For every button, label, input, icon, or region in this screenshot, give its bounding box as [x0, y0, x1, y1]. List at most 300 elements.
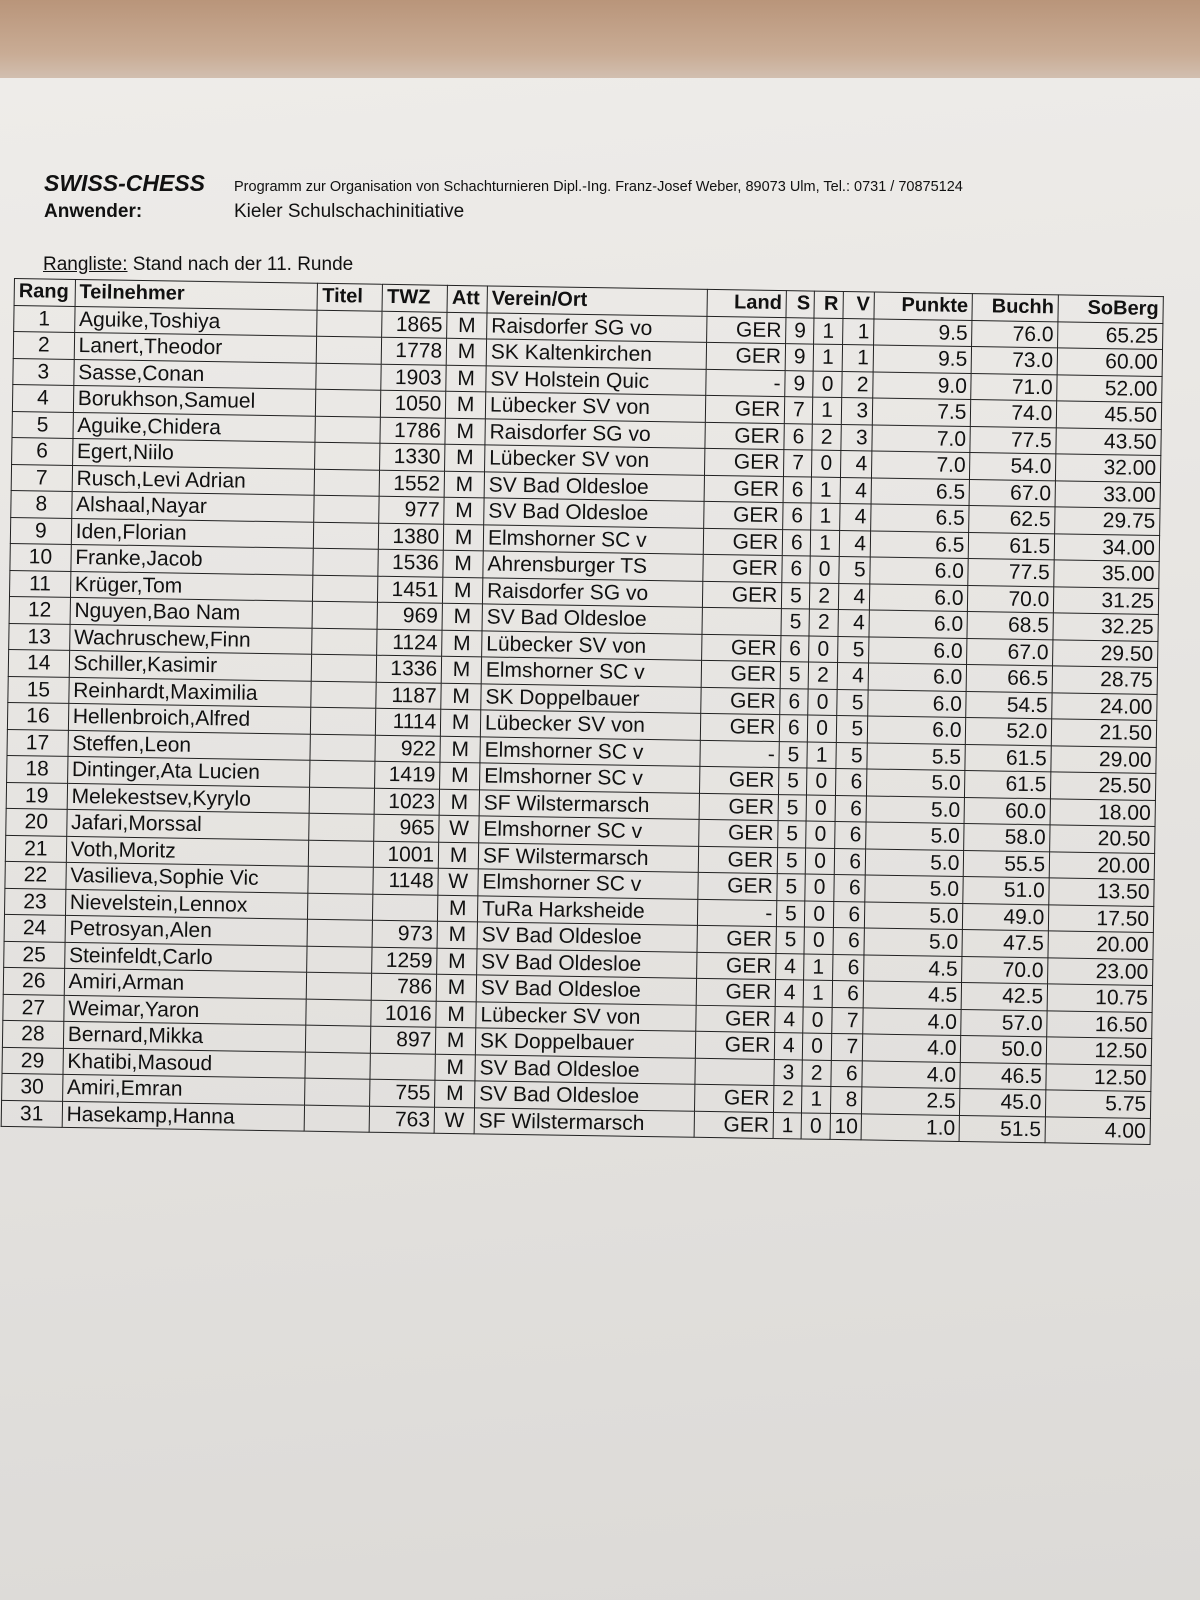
cell-title: [315, 442, 380, 470]
cell-country: GER: [701, 634, 781, 662]
cell-country: GER: [696, 978, 776, 1006]
cell-buchholz: 71.0: [971, 373, 1057, 401]
cell-buchholz: 54.0: [970, 453, 1056, 481]
cell-draws: 0: [808, 715, 837, 742]
cell-title: [308, 893, 373, 921]
cell-twz: 1903: [381, 364, 446, 392]
cell-losses: 4: [838, 609, 870, 636]
cell-title: [316, 389, 381, 417]
cell-twz: 1865: [382, 311, 447, 339]
cell-twz: 1330: [380, 443, 445, 471]
cell-points: 5.0: [865, 875, 964, 903]
cell-wins: 5: [782, 582, 811, 609]
cell-wins: 9: [786, 317, 815, 344]
cell-draws: 1: [812, 477, 841, 504]
cell-sonneborn-berger: 31.25: [1054, 586, 1159, 614]
cell-points: 4.0: [862, 1060, 961, 1088]
cell-wins: 4: [775, 1033, 804, 1060]
cell-rank: 21: [5, 835, 66, 862]
cell-wins: 5: [777, 900, 806, 927]
cell-points: 5.0: [867, 769, 966, 797]
cell-title: [307, 972, 372, 1000]
cell-draws: 1: [813, 397, 842, 424]
cell-points: 5.0: [865, 901, 964, 929]
cell-draws: 2: [810, 583, 839, 610]
cell-twz: 922: [375, 735, 440, 763]
cell-rank: 10: [10, 543, 71, 570]
cell-participant: Krüger,Tom: [70, 571, 313, 601]
cell-title: [310, 760, 375, 788]
cell-losses: 7: [831, 1007, 863, 1034]
cell-points: 6.0: [870, 583, 969, 611]
cell-losses: 7: [831, 1033, 863, 1060]
cell-title: [308, 919, 373, 947]
cell-points: 5.0: [865, 848, 964, 876]
cell-losses: 4: [839, 530, 871, 557]
column-header-club: Verein/Ort: [487, 286, 707, 316]
cell-twz: 763: [369, 1106, 434, 1134]
ranking-subtitle: [43, 254, 353, 276]
cell-points: 9.0: [873, 372, 972, 400]
cell-draws: 1: [807, 742, 836, 769]
cell-att: M: [446, 365, 486, 392]
cell-att: M: [446, 338, 486, 365]
cell-title: [312, 628, 377, 656]
column-header-losses: V: [843, 292, 875, 319]
cell-draws: 1: [802, 1086, 831, 1113]
cell-losses: 1: [842, 345, 874, 372]
cell-draws: 0: [807, 768, 836, 795]
cell-club: SV Bad Oldesloe: [477, 922, 697, 952]
cell-rank: 23: [5, 888, 66, 915]
cell-wins: 9: [785, 370, 814, 397]
cell-wins: 6: [783, 476, 812, 503]
cell-participant: Jafari,Morssal: [66, 809, 309, 839]
cell-losses: 6: [833, 901, 865, 928]
cell-rank: 3: [13, 358, 74, 385]
cell-participant: Rusch,Levi Adrian: [72, 465, 315, 495]
cell-buchholz: 73.0: [972, 347, 1058, 375]
cell-participant: Aguike,Toshiya: [74, 306, 317, 336]
cell-club: Lübecker SV von: [476, 1001, 696, 1031]
cell-sonneborn-berger: 18.00: [1050, 798, 1155, 826]
cell-rank: 14: [8, 649, 69, 676]
cell-draws: 0: [802, 1112, 831, 1139]
cell-losses: 3: [841, 398, 873, 425]
cell-buchholz: 46.5: [960, 1062, 1046, 1090]
cell-buchholz: 54.5: [966, 691, 1052, 719]
cell-title: [305, 1078, 370, 1106]
column-header-title: Titel: [317, 283, 382, 311]
cell-country: GER: [698, 819, 778, 847]
column-header-att: Att: [447, 285, 487, 312]
cell-wins: 6: [780, 715, 809, 742]
cell-losses: 6: [831, 1060, 863, 1087]
cell-att: M: [445, 418, 485, 445]
cell-losses: 1: [842, 318, 874, 345]
cell-draws: 0: [806, 848, 835, 875]
cell-rank: 17: [7, 729, 68, 756]
cell-att: M: [436, 1027, 476, 1054]
cell-wins: 6: [781, 635, 810, 662]
cell-sonneborn-berger: 12.50: [1047, 1037, 1152, 1065]
cell-club: SV Bad Oldesloe: [484, 471, 704, 501]
cell-buchholz: 57.0: [961, 1009, 1047, 1037]
cell-points: 5.0: [866, 795, 965, 823]
column-header-country: Land: [707, 289, 787, 317]
cell-sonneborn-berger: 13.50: [1049, 878, 1154, 906]
column-header-wins: S: [786, 291, 815, 318]
cell-att: M: [436, 974, 476, 1001]
cell-twz: 1148: [373, 867, 438, 895]
cell-att: M: [442, 603, 482, 630]
cell-losses: 6: [834, 874, 866, 901]
cell-participant: Steffen,Leon: [68, 730, 311, 760]
cell-participant: Nguyen,Bao Nam: [70, 597, 313, 627]
cell-country: GER: [698, 872, 778, 900]
cell-draws: 0: [807, 795, 836, 822]
cell-wins: 5: [780, 662, 809, 689]
cell-title: [306, 1025, 371, 1053]
cell-club: SV Bad Oldesloe: [475, 1054, 695, 1084]
cell-points: 6.5: [870, 530, 969, 558]
cell-rank: 11: [9, 570, 70, 597]
cell-buchholz: 61.5: [965, 744, 1051, 772]
cell-country: GER: [698, 846, 778, 874]
cell-title: [316, 363, 381, 391]
cell-country: GER: [704, 475, 784, 503]
document-header: [44, 170, 1164, 223]
cell-wins: 5: [778, 794, 807, 821]
cell-country: GER: [706, 316, 786, 344]
cell-sonneborn-berger: 52.00: [1057, 374, 1162, 402]
cell-rank: 20: [6, 808, 67, 835]
cell-losses: 6: [832, 954, 864, 981]
column-header-points: Punkte: [874, 292, 973, 320]
cell-twz: 1552: [379, 470, 444, 498]
cell-rank: 9: [10, 517, 71, 544]
cell-sonneborn-berger: 25.50: [1051, 772, 1156, 800]
cell-participant: Amiri,Emran: [62, 1074, 305, 1104]
cell-country: GER: [699, 766, 779, 794]
cell-twz: 1050: [381, 390, 446, 418]
cell-participant: Hellenbroich,Alfred: [68, 703, 311, 733]
cell-draws: 1: [814, 344, 843, 371]
cell-losses: 6: [833, 927, 865, 954]
cell-points: 7.0: [872, 451, 971, 479]
cell-rank: 7: [11, 464, 72, 491]
cell-club: SK Kaltenkirchen: [486, 339, 706, 369]
cell-losses: 5: [836, 689, 868, 716]
cell-participant: Sasse,Conan: [74, 359, 317, 389]
cell-participant: Melekestsev,Kyrylo: [67, 783, 310, 813]
cell-club: SK Doppelbauer: [475, 1028, 695, 1058]
cell-att: M: [443, 524, 483, 551]
cell-title: [309, 840, 374, 868]
cell-buchholz: 49.0: [963, 903, 1049, 931]
cell-rank: 4: [12, 384, 73, 411]
cell-club: Elmshorner SC v: [479, 816, 699, 846]
cell-club: SF Wilstermarsch: [478, 842, 698, 872]
cell-draws: 2: [809, 662, 838, 689]
cell-club: SV Bad Oldesloe: [476, 975, 696, 1005]
cell-title: [308, 866, 373, 894]
cell-participant: Hasekamp,Hanna: [62, 1101, 305, 1131]
cell-buchholz: 70.0: [968, 585, 1054, 613]
cell-wins: 9: [785, 344, 814, 371]
cell-country: -: [705, 369, 785, 397]
cell-sonneborn-berger: 65.25: [1058, 321, 1163, 349]
cell-participant: Lanert,Theodor: [74, 332, 317, 362]
cell-losses: 4: [837, 662, 869, 689]
cell-points: 5.0: [864, 928, 963, 956]
cell-wins: 4: [776, 953, 805, 980]
cell-participant: Alshaal,Nayar: [71, 491, 314, 521]
cell-title: [314, 522, 379, 550]
cell-club: Elmshorner SC v: [483, 524, 703, 554]
cell-participant: Wachruschew,Finn: [69, 624, 312, 654]
cell-losses: 3: [841, 424, 873, 451]
cell-sonneborn-berger: 5.75: [1046, 1090, 1151, 1118]
cell-twz: 1259: [372, 947, 437, 975]
cell-buchholz: 76.0: [972, 320, 1058, 348]
cell-participant: Schiller,Kasimir: [69, 650, 312, 680]
cell-participant: Khatibi,Masoud: [63, 1048, 306, 1078]
cell-twz: 1380: [379, 523, 444, 551]
cell-country: GER: [694, 1084, 774, 1112]
cell-rank: 2: [13, 332, 74, 359]
cell-points: 5.5: [867, 742, 966, 770]
cell-participant: Nievelstein,Lennox: [65, 889, 308, 919]
cell-buchholz: 52.0: [966, 718, 1052, 746]
cell-country: GER: [703, 501, 783, 529]
cell-title: [310, 734, 375, 762]
cell-wins: 5: [779, 741, 808, 768]
cell-club: Lübecker SV von: [484, 445, 704, 475]
cell-rank: 6: [12, 437, 73, 464]
cell-sonneborn-berger: 28.75: [1052, 666, 1157, 694]
column-header-rank: Rang: [14, 279, 75, 306]
ranking-table-wrapper: [1, 278, 1164, 1145]
cell-wins: 7: [785, 397, 814, 424]
cell-title: [317, 336, 382, 364]
cell-title: [305, 1052, 370, 1080]
cell-sonneborn-berger: 29.00: [1051, 745, 1156, 773]
cell-sonneborn-berger: 4.00: [1045, 1116, 1150, 1144]
cell-club: Lübecker SV von: [482, 630, 702, 660]
cell-sonneborn-berger: 12.50: [1046, 1063, 1151, 1091]
cell-sonneborn-berger: 10.75: [1047, 984, 1152, 1012]
cell-buchholz: 50.0: [961, 1035, 1047, 1063]
cell-title: [313, 548, 378, 576]
cell-wins: 1: [773, 1112, 802, 1139]
cell-sonneborn-berger: 45.50: [1057, 401, 1162, 429]
cell-rank: 30: [2, 1073, 63, 1100]
cell-twz: 1778: [382, 337, 447, 365]
cell-att: M: [438, 895, 478, 922]
cell-sonneborn-berger: 34.00: [1054, 533, 1159, 561]
cell-att: M: [435, 1080, 475, 1107]
cell-sonneborn-berger: 32.00: [1056, 454, 1161, 482]
cell-sonneborn-berger: 29.50: [1053, 639, 1158, 667]
cell-country: GER: [704, 448, 784, 476]
cell-twz: 1016: [371, 1000, 436, 1028]
cell-wins: 2: [774, 1086, 803, 1113]
cell-att: M: [439, 789, 479, 816]
cell-club: SV Bad Oldesloe: [477, 948, 697, 978]
cell-points: 1.0: [861, 1113, 960, 1141]
cell-participant: Aguike,Chidera: [73, 412, 316, 442]
cell-wins: 3: [774, 1059, 803, 1086]
cell-country: GER: [703, 528, 783, 556]
cell-att: M: [436, 1001, 476, 1028]
cell-participant: Iden,Florian: [71, 518, 314, 548]
cell-att: W: [434, 1107, 474, 1134]
cell-att: W: [439, 815, 479, 842]
cell-draws: 1: [804, 980, 833, 1007]
ranking-label: Rangliste:: [43, 254, 128, 275]
cell-draws: 0: [812, 450, 841, 477]
cell-participant: Dintinger,Ata Lucien: [67, 756, 310, 786]
cell-country: GER: [695, 1031, 775, 1059]
cell-participant: Steinfeldt,Carlo: [64, 942, 307, 972]
cell-draws: 0: [803, 1033, 832, 1060]
cell-losses: 4: [839, 503, 871, 530]
cell-buchholz: 47.5: [962, 929, 1048, 957]
cell-rank: 1: [14, 305, 75, 332]
cell-rank: 27: [3, 994, 64, 1021]
cell-wins: 6: [783, 503, 812, 530]
cell-club: SF Wilstermarsch: [474, 1107, 694, 1137]
user-value: Kieler Schulschachinitiative: [234, 201, 465, 222]
cell-club: SV Bad Oldesloe: [482, 604, 702, 634]
cell-title: [312, 654, 377, 682]
cell-sonneborn-berger: 29.75: [1055, 507, 1160, 535]
cell-draws: 0: [808, 689, 837, 716]
cell-att: M: [441, 709, 481, 736]
cell-losses: 5: [836, 742, 868, 769]
cell-title: [309, 813, 374, 841]
column-header-sonneborn-berger: SoBerg: [1058, 295, 1163, 323]
cell-att: M: [441, 656, 481, 683]
cell-draws: 0: [809, 636, 838, 663]
cell-participant: Borukhson,Samuel: [73, 385, 316, 415]
background-wall: [0, 0, 1200, 90]
cell-draws: 1: [804, 953, 833, 980]
cell-country: GER: [706, 342, 786, 370]
cell-club: Raisdorfer SG vo: [482, 577, 702, 607]
cell-points: 9.5: [874, 319, 973, 347]
cell-rank: 26: [3, 967, 64, 994]
column-header-participant: Teilnehmer: [75, 279, 318, 309]
cell-att: M: [440, 762, 480, 789]
cell-att: M: [442, 630, 482, 657]
column-header-draws: R: [814, 291, 843, 318]
cell-title: [310, 787, 375, 815]
cell-country: GER: [695, 1005, 775, 1033]
cell-losses: 2: [841, 371, 873, 398]
cell-wins: 6: [782, 529, 811, 556]
cell-buchholz: 74.0: [971, 400, 1057, 428]
cell-att: M: [447, 312, 487, 339]
cell-country: GER: [699, 793, 779, 821]
cell-rank: 13: [9, 623, 70, 650]
cell-club: SV Bad Oldesloe: [484, 498, 704, 528]
cell-wins: 6: [780, 688, 809, 715]
cell-rank: 18: [7, 755, 68, 782]
cell-rank: 16: [7, 702, 68, 729]
cell-sonneborn-berger: 20.00: [1049, 851, 1154, 879]
cell-twz: 1114: [376, 708, 441, 736]
cell-points: 6.0: [870, 557, 969, 585]
cell-title: [306, 999, 371, 1027]
cell-draws: 1: [811, 530, 840, 557]
cell-club: Elmshorner SC v: [479, 763, 699, 793]
cell-points: 4.5: [863, 981, 962, 1009]
cell-att: M: [443, 577, 483, 604]
cell-country: [695, 1058, 775, 1086]
cell-title: [313, 575, 378, 603]
cell-draws: 0: [805, 874, 834, 901]
cell-points: 6.0: [869, 610, 968, 638]
cell-twz: [370, 1053, 435, 1081]
cell-club: SV Holstein Quic: [486, 365, 706, 395]
cell-sonneborn-berger: 16.50: [1047, 1010, 1152, 1038]
cell-country: -: [700, 740, 780, 768]
cell-losses: 5: [836, 715, 868, 742]
cell-att: W: [438, 868, 478, 895]
cell-losses: 10: [830, 1113, 862, 1140]
cell-twz: 1451: [378, 576, 443, 604]
cell-points: 6.0: [869, 636, 968, 664]
cell-buchholz: 70.0: [962, 956, 1048, 984]
cell-rank: 8: [11, 490, 72, 517]
cell-sonneborn-berger: 21.50: [1052, 719, 1157, 747]
cell-points: 9.5: [873, 345, 972, 373]
cell-losses: 8: [830, 1086, 862, 1113]
cell-buchholz: 61.5: [965, 771, 1051, 799]
cell-draws: 0: [810, 556, 839, 583]
cell-points: 2.5: [862, 1087, 961, 1115]
cell-twz: [373, 894, 438, 922]
cell-twz: 1001: [374, 841, 439, 869]
cell-club: Lübecker SV von: [485, 392, 705, 422]
cell-draws: 1: [811, 503, 840, 530]
cell-buchholz: 58.0: [964, 823, 1050, 851]
cell-country: GER: [701, 660, 781, 688]
cell-buchholz: 61.5: [969, 532, 1055, 560]
cell-wins: 7: [784, 450, 813, 477]
cell-att: M: [441, 683, 481, 710]
cell-twz: 1023: [374, 788, 439, 816]
cell-sonneborn-berger: 17.50: [1049, 904, 1154, 932]
cell-points: 6.0: [868, 689, 967, 717]
cell-title: [315, 469, 380, 497]
cell-buchholz: 66.5: [967, 665, 1053, 693]
cell-country: GER: [705, 422, 785, 450]
cell-draws: 1: [814, 318, 843, 345]
cell-wins: 5: [777, 847, 806, 874]
ranking-table: [1, 278, 1164, 1145]
cell-participant: Egert,Niilo: [72, 438, 315, 468]
cell-rank: 12: [9, 596, 70, 623]
cell-buchholz: 60.0: [965, 797, 1051, 825]
cell-country: GER: [702, 581, 782, 609]
cell-club: Elmshorner SC v: [481, 657, 701, 687]
cell-club: Ahrensburger TS: [483, 551, 703, 581]
cell-title: [305, 1105, 370, 1133]
cell-points: 6.5: [871, 504, 970, 532]
